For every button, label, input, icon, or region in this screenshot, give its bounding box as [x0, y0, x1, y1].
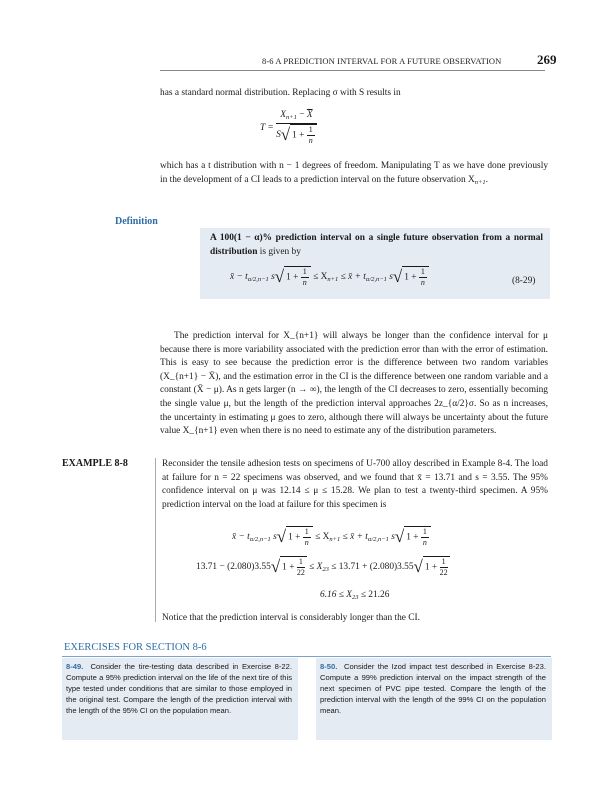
- example-note: Notice that the prediction interval is considerably longer than the CI.: [162, 613, 420, 623]
- pi-t-sub: α/2,n−1: [247, 276, 269, 284]
- p2-text: which has a t distribution with n − 1 degrees of freedom. Manipulating T as we have done previously in the development of a CI leads to a prediction interval on the future observation X: [160, 161, 548, 185]
- ex-s: s: [270, 532, 277, 543]
- p2-sub: n+1: [474, 178, 486, 186]
- ex-x-sub: n+1: [329, 536, 341, 544]
- pi-s-2: s: [386, 272, 393, 283]
- pi-n-2: n: [420, 278, 425, 287]
- ex-inner-2: 1 +: [406, 532, 421, 543]
- definition-rest: is given by: [257, 246, 301, 257]
- ex2-n-2: 22: [439, 568, 448, 577]
- paragraph-intro: has a standard normal distribution. Replacing σ with S results in: [160, 88, 401, 98]
- ex2-sub: 23: [322, 566, 329, 574]
- pi-inner-2: 1 +: [404, 272, 419, 283]
- ex2-right: ≤ 13.71 + (2.080)3.55: [328, 562, 414, 573]
- ex3-right: ≤ 21.26: [358, 590, 390, 600]
- ex3-sub: 23: [351, 594, 359, 601]
- exercise-number: 8-50.: [320, 662, 338, 671]
- t-num-xbar: $\overline{X}$: [306, 110, 313, 120]
- ex-s-2: s: [388, 532, 395, 543]
- ex-one: 1: [304, 527, 309, 536]
- exercise-8-49: [66, 661, 292, 716]
- ex2-n: 22: [296, 568, 305, 577]
- pi-one: 1: [302, 267, 307, 276]
- equation-number: (8-29): [512, 276, 536, 286]
- example-text: Reconsider the tensile adhesion tests on specimens of U-700 alloy described in Example 8-4. The load at failure for n = 22 specimens was observed, and we found that x̄ = 13.71 and s = 3.55. The 95% confidence interval on μ was 12.14 ≤ μ ≤ 15.28. We plan to test a twenty-third specimen. A 95% prediction interval on the load at failure for this specimen is: [162, 459, 548, 510]
- pi-s: s: [268, 272, 275, 283]
- t-num-sub: n+1: [285, 114, 297, 121]
- ex-one-2: 1: [422, 527, 427, 536]
- t-den-one: 1: [308, 125, 313, 134]
- example-eq-general: x̄ − $t_{\alpha/2,n-1}$ s√ 1 + $\frac{1}{n}$ ≤ $X_{n+1}$ ≤ x̄ + $t_{\alpha/2,n-1}$ s√ 1 + $\frac{1}{n}$: [232, 526, 431, 548]
- pi-lower-x: x̄ − t: [230, 272, 248, 283]
- header-rule: [160, 70, 545, 71]
- t-den-n: n: [308, 136, 313, 145]
- exercise-text: Consider the tire-testing data described in Exercise 8-22. Compute a 95% prediction interval on the life of the next tire of this type tested under conditions that are similar to those employed in the original test. Compare the length of the prediction interval with the length of the 95% CI on the population mean.: [66, 662, 292, 715]
- equation-prediction-interval: x̄ − $t_{\alpha/2,n-1}$ s√ 1 + $\frac{1}{n}$ ≤ $X_{n+1}$ ≤ x̄ + $t_{\alpha/2,n-1}$ s√ 1 + $\frac{1}{n}$: [230, 266, 429, 288]
- definition-bold: A 100(1 − α)% prediction interval on a single future observation from a normal distribution: [210, 233, 543, 257]
- example-rule: [155, 458, 156, 622]
- definition-text: [210, 232, 543, 259]
- example-eq-numeric: 13.71 − (2.080)3.55√ 1 + $\frac{1}{22}$ ≤ $X_{23} \le 13.71 + (2.080)3.55√$ 1 + $\frac{1}{22}$: [196, 557, 448, 577]
- t-lhs: T =: [260, 123, 274, 134]
- pi-x-sub: n+1: [327, 276, 339, 284]
- ex3-left: 6.16 ≤ X: [320, 590, 352, 600]
- ex2-mid: ≤ X: [306, 562, 323, 573]
- ex2-one: 1: [298, 557, 303, 566]
- exercise-8-50: [320, 661, 546, 716]
- ex-middle: ≤ X: [312, 532, 330, 543]
- pi-n: n: [302, 278, 307, 287]
- page-number: 269: [537, 52, 557, 67]
- example-label: EXAMPLE 8-8: [62, 458, 128, 469]
- t-den-inner: 1 +: [292, 130, 307, 141]
- ex2-one-2: 1: [441, 557, 446, 566]
- paragraph-t-distribution: [160, 160, 548, 189]
- paragraph-discussion: The prediction interval for X_{n+1} will always be longer than the confidence interval for μ because there is more variability associated with the prediction error than with the error of estimation. This is easy to see because the prediction error is the difference between two random variables (X_{n+1} − X̄), and the estimation error in the CI is the difference between one random variable and a constant (X̄ − μ). As n gets larger (n → ∞), the length of the CI decreases to zero, essentially becoming the single value μ, but the length of the prediction interval approaches 2z_{α/2}σ. So as n increases, the uncertainty in estimating μ goes to zero, although there will always be uncertainty about the future value X_{n+1} even when there is no need to estimate any of the distribution parameters.: [160, 331, 548, 437]
- pi-inner: 1 +: [286, 272, 301, 283]
- example-eq-result: [320, 590, 389, 601]
- exercises-rule: [62, 656, 551, 657]
- running-header: 8-6 A PREDICTION INTERVAL FOR A FUTURE OBSERVATION: [262, 56, 502, 66]
- ex-upper-x: ≤ x̄ + t: [340, 532, 368, 543]
- t-fraction: $X_{n+1} - \overline{X}$ S√ 1 + $\frac{1}{n}$: [276, 110, 317, 146]
- definition-label: Definition: [115, 216, 158, 227]
- t-num-x: X: [280, 110, 286, 120]
- exercises-heading: EXERCISES FOR SECTION 8-6: [64, 642, 207, 653]
- t-minus: −: [296, 110, 307, 120]
- ex2-left: 13.71 − (2.080)3.55: [196, 562, 271, 573]
- ex2-inner-2: 1 +: [424, 562, 440, 573]
- pi-t-sub-2: α/2,n−1: [365, 276, 387, 284]
- pi-upper-x: ≤ x̄ + t: [338, 272, 366, 283]
- ex-n: n: [304, 538, 309, 547]
- exercise-number: 8-49.: [66, 662, 84, 671]
- ex-lower-x: x̄ − t: [232, 532, 250, 543]
- equation-t-statistic: [260, 110, 317, 146]
- pi-middle: ≤ X: [310, 272, 328, 283]
- pi-one-2: 1: [420, 267, 425, 276]
- ex-inner: 1 +: [288, 532, 303, 543]
- ex-t-sub-2: α/2,n−1: [367, 536, 389, 544]
- ex-n-2: n: [422, 538, 427, 547]
- ex-t-sub: α/2,n−1: [249, 536, 271, 544]
- p2-end: .: [485, 174, 488, 185]
- ex2-inner: 1 +: [282, 562, 297, 573]
- t-den-s: S: [276, 130, 281, 141]
- exercise-text: Consider the Izod impact test described in Exercise 8-23. Compute a 99% prediction interval on the impact strength of the next specimen of PVC pipe tested. Compare the length of the prediction interval with the length of the 99% CI on the population mean.: [320, 662, 546, 715]
